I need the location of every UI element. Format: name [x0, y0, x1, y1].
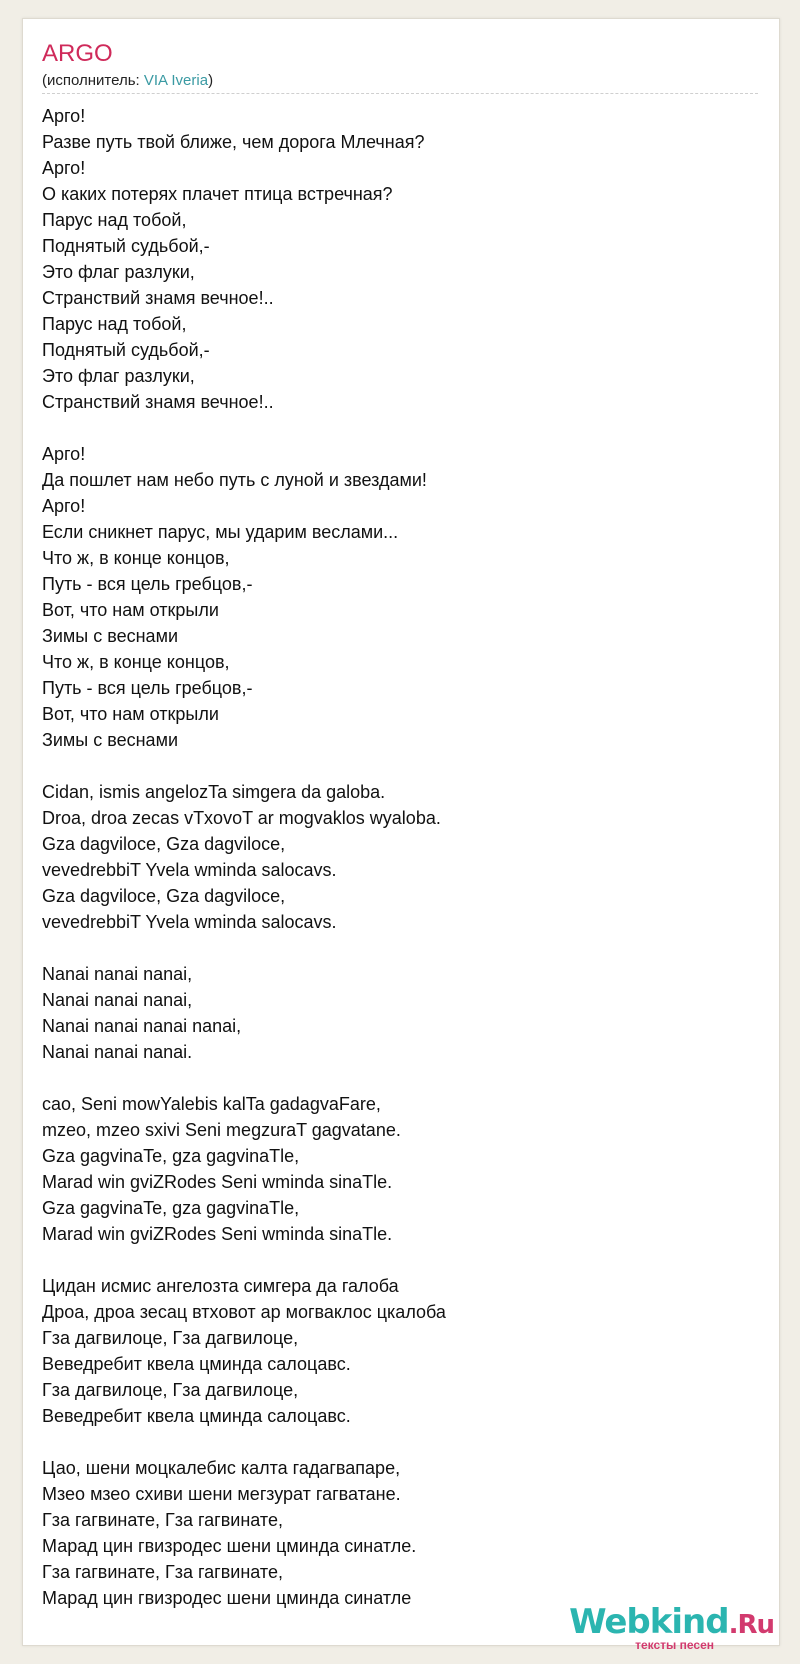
lyric-line: Арго!: [42, 106, 86, 126]
lyric-line: Путь - вся цель гребцов,-: [42, 678, 253, 698]
site-logo[interactable]: [569, 1602, 774, 1652]
lyric-line: Странствий знамя вечное!..: [42, 392, 274, 412]
lyric-line: Если сникнет парус, мы ударим веслами...: [42, 522, 399, 542]
artist-link[interactable]: VIA Iveria: [143, 72, 209, 89]
stanza-break: [42, 753, 742, 779]
artist-suffix: ): [208, 72, 214, 89]
lyric-line: Gza dagviloce, Gza dagviloce,: [42, 886, 286, 906]
lyric-line: Веведребит квела цминда салоцавс.: [42, 1406, 351, 1426]
stanza-break: [42, 1247, 742, 1273]
lyric-line: Марад цин гвизродес шени цминда синатле: [42, 1588, 412, 1608]
lyric-line: Cidan, ismis angelozTa simgera da galoba.: [42, 782, 386, 802]
lyric-line: Вот, что нам открыли: [42, 704, 219, 724]
artist-prefix: (исполнитель:: [42, 72, 144, 89]
lyric-line: Вот, что нам открыли: [42, 600, 219, 620]
lyric-line: Поднятый судьбой,-: [42, 340, 210, 360]
lyrics-text: [42, 103, 742, 1611]
lyric-line: Цао, шени моцкалебис калта гадагвапаре,: [42, 1458, 401, 1478]
logo-tld: .Ru: [728, 1610, 774, 1640]
lyric-line: Marad win gviZRodes Seni wminda sinaTle.: [42, 1172, 393, 1192]
lyric-line: Это флаг разлуки,: [42, 366, 195, 386]
artist-line: [42, 72, 213, 89]
lyric-line: Marad win gviZRodes Seni wminda sinaTle.: [42, 1224, 393, 1244]
lyric-line: Разве путь твой ближе, чем дорога Млечная?: [42, 132, 425, 152]
lyric-line: Что ж, в конце концов,: [42, 548, 230, 568]
lyric-line: Поднятый судьбой,-: [42, 236, 210, 256]
lyric-line: О каких потерях плачет птица встречная?: [42, 184, 393, 204]
logo-subtitle: тексты песен: [635, 1638, 714, 1652]
lyric-line: Nanai nanai nanai,: [42, 964, 193, 984]
stanza-break: [42, 1429, 742, 1455]
lyric-line: Цидан исмис ангелозта симгера да галоба: [42, 1276, 399, 1296]
lyric-line: Nanai nanai nanai.: [42, 1042, 193, 1062]
lyric-line: Что ж, в конце концов,: [42, 652, 230, 672]
lyric-line: Парус над тобой,: [42, 210, 187, 230]
logo-wordmark: [569, 1602, 774, 1642]
lyric-line: mzeo, mzeo sxivi Seni megzuraT gagvatane.: [42, 1120, 401, 1140]
lyric-line: Арго!: [42, 444, 86, 464]
header-divider: [42, 93, 758, 94]
lyric-line: Nanai nanai nanai,: [42, 990, 193, 1010]
stanza-break: [42, 935, 742, 961]
lyric-line: Арго!: [42, 158, 86, 178]
lyric-line: Nanai nanai nanai nanai,: [42, 1016, 242, 1036]
lyric-line: Это флаг разлуки,: [42, 262, 195, 282]
lyric-line: Гза дагвилоце, Гза дагвилоце,: [42, 1380, 299, 1400]
lyric-line: cao, Seni mowYalebis kalTa gadagvaFare,: [42, 1094, 381, 1114]
logo-word: Webkind: [569, 1602, 729, 1642]
lyric-line: Арго!: [42, 496, 86, 516]
lyric-line: Гза дагвилоце, Гза дагвилоце,: [42, 1328, 299, 1348]
lyric-line: Gza gagvinaTe, gza gagvinaTle,: [42, 1198, 300, 1218]
lyric-line: Зимы с веснами: [42, 730, 178, 750]
lyric-line: Гза гагвинате, Гза гагвинате,: [42, 1562, 283, 1582]
lyric-line: Марад цин гвизродес шени цминда синатле.: [42, 1536, 417, 1556]
lyric-line: Гза гагвинате, Гза гагвинате,: [42, 1510, 283, 1530]
lyric-line: Странствий знамя вечное!..: [42, 288, 274, 308]
lyric-line: Путь - вся цель гребцов,-: [42, 574, 253, 594]
lyric-line: vevedrebbiT Yvela wminda salocavs.: [42, 912, 337, 932]
lyric-line: Gza gagvinaTe, gza gagvinaTle,: [42, 1146, 300, 1166]
lyric-line: Дроа, дроа зесац втховот ар могваклос цкалоба: [42, 1302, 446, 1322]
lyric-line: Мзео мзео схиви шени мегзурат гагватане.: [42, 1484, 401, 1504]
lyric-line: Веведребит квела цминда салоцавс.: [42, 1354, 351, 1374]
lyric-line: Да пошлет нам небо путь с луной и звездами!: [42, 470, 427, 490]
song-title: ARGO: [42, 40, 113, 67]
lyric-line: Droa, droa zecas vTxovoT ar mogvaklos wyaloba.: [42, 808, 441, 828]
stanza-break: [42, 415, 742, 441]
lyric-line: Gza dagviloce, Gza dagviloce,: [42, 834, 286, 854]
lyric-line: Парус над тобой,: [42, 314, 187, 334]
stanza-break: [42, 1065, 742, 1091]
lyric-line: Зимы с веснами: [42, 626, 178, 646]
lyric-line: vevedrebbiT Yvela wminda salocavs.: [42, 860, 337, 880]
